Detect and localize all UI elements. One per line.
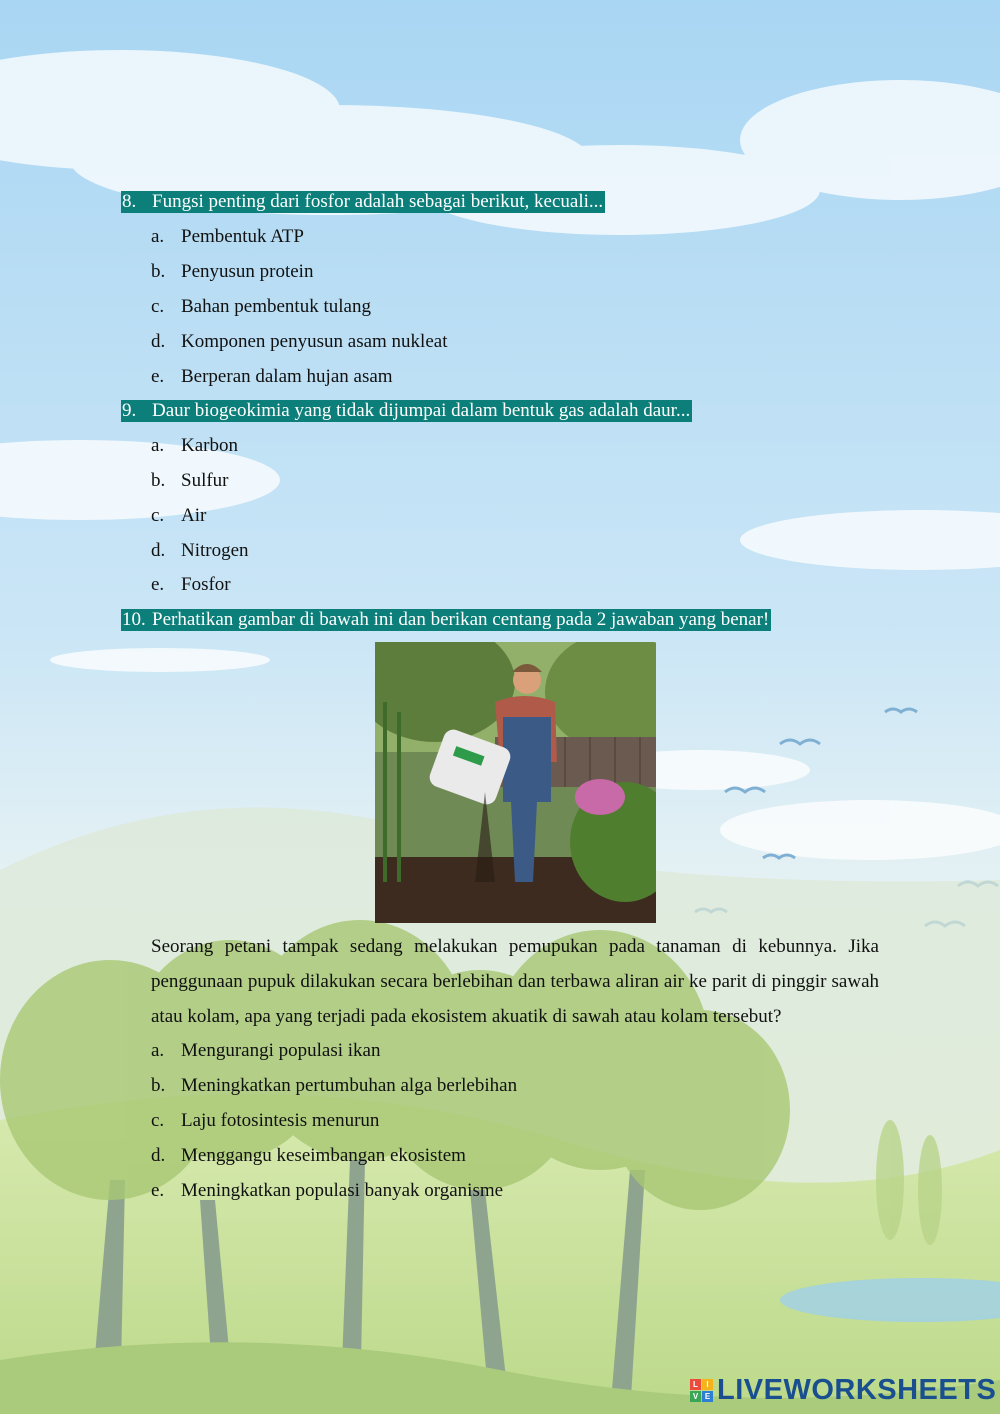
option-letter: e.	[151, 366, 165, 387]
farmer-photo	[375, 642, 656, 923]
option-letter: d.	[151, 1145, 166, 1166]
option-9b[interactable]	[151, 470, 229, 492]
option-letter: a.	[151, 226, 165, 247]
option-10a[interactable]	[151, 1040, 380, 1062]
option-letter: a.	[151, 1040, 165, 1061]
question-text: Fungsi penting dari fosfor adalah sebagai berikut, kecuali...	[152, 191, 604, 212]
option-text: Laju fotosintesis menurun	[181, 1110, 380, 1131]
question-10-paragraph: Seorang petani tampak sedang melakukan pemupukan pada tanaman di kebunnya. Jika penggunaan pupuk dilakukan secara berlebihan dan terbawa aliran air ke parit di pinggir sawah atau kolam, apa yang terjadi pada ekosistem akuatik di sawah atau kolam tersebut?	[151, 936, 879, 1027]
logo-letter: V	[690, 1391, 701, 1402]
option-letter: b.	[151, 1075, 166, 1096]
farmer-fertilizing-icon	[375, 642, 656, 923]
option-8a[interactable]	[151, 226, 304, 248]
question-number: 8.	[122, 191, 137, 212]
question-9	[121, 400, 692, 422]
option-9a[interactable]	[151, 435, 238, 457]
option-8c[interactable]	[151, 296, 371, 318]
option-letter: d.	[151, 331, 166, 352]
logo-letter: E	[702, 1391, 713, 1402]
option-text: Bahan pembentuk tulang	[181, 296, 371, 317]
brand-name: LIVEWORKSHEETS	[717, 1373, 997, 1406]
option-text: Air	[181, 505, 207, 526]
question-10	[121, 609, 771, 631]
option-letter: d.	[151, 540, 166, 561]
question-text: Daur biogeokimia yang tidak dijumpai dalam bentuk gas adalah daur...	[152, 400, 691, 421]
option-10c[interactable]	[151, 1110, 379, 1132]
option-8b[interactable]	[151, 261, 313, 283]
option-text: Meningkatkan populasi banyak organisme	[181, 1180, 504, 1201]
logo-letter: I	[702, 1379, 713, 1390]
option-letter: a.	[151, 435, 165, 456]
option-text: Pembentuk ATP	[181, 226, 304, 247]
option-10d[interactable]	[151, 1145, 466, 1167]
option-letter: c.	[151, 1110, 165, 1131]
option-9c[interactable]	[151, 505, 206, 527]
question-text: Perhatikan gambar di bawah ini dan berikan centang pada 2 jawaban yang benar!	[152, 609, 770, 630]
option-text: Meningkatkan pertumbuhan alga berlebihan	[181, 1075, 518, 1096]
question-number: 10.	[122, 609, 146, 630]
option-9d[interactable]	[151, 540, 249, 562]
option-letter: e.	[151, 574, 165, 595]
logo-icon	[690, 1379, 713, 1402]
option-text: Sulfur	[181, 470, 229, 491]
option-letter: b.	[151, 470, 166, 491]
option-8e[interactable]	[151, 366, 393, 388]
logo-letter: L	[690, 1379, 701, 1390]
option-text: Karbon	[181, 435, 238, 456]
question-8	[121, 191, 605, 213]
option-text: Penyusun protein	[181, 261, 314, 282]
option-10b[interactable]	[151, 1075, 517, 1097]
option-10e[interactable]	[151, 1180, 503, 1202]
option-text: Nitrogen	[181, 540, 249, 561]
option-text: Mengurangi populasi ikan	[181, 1040, 381, 1061]
option-text: Fosfor	[181, 574, 231, 595]
option-8d[interactable]	[151, 331, 447, 353]
liveworksheets-logo[interactable]	[690, 1373, 996, 1407]
option-text: Berperan dalam hujan asam	[181, 366, 393, 387]
question-number: 9.	[122, 400, 137, 421]
option-text: Komponen penyusun asam nukleat	[181, 331, 448, 352]
option-letter: b.	[151, 261, 166, 282]
option-text: Menggangu keseimbangan ekosistem	[181, 1145, 466, 1166]
option-9e[interactable]	[151, 574, 231, 596]
option-letter: c.	[151, 296, 165, 317]
option-letter: e.	[151, 1180, 165, 1201]
option-letter: c.	[151, 505, 165, 526]
